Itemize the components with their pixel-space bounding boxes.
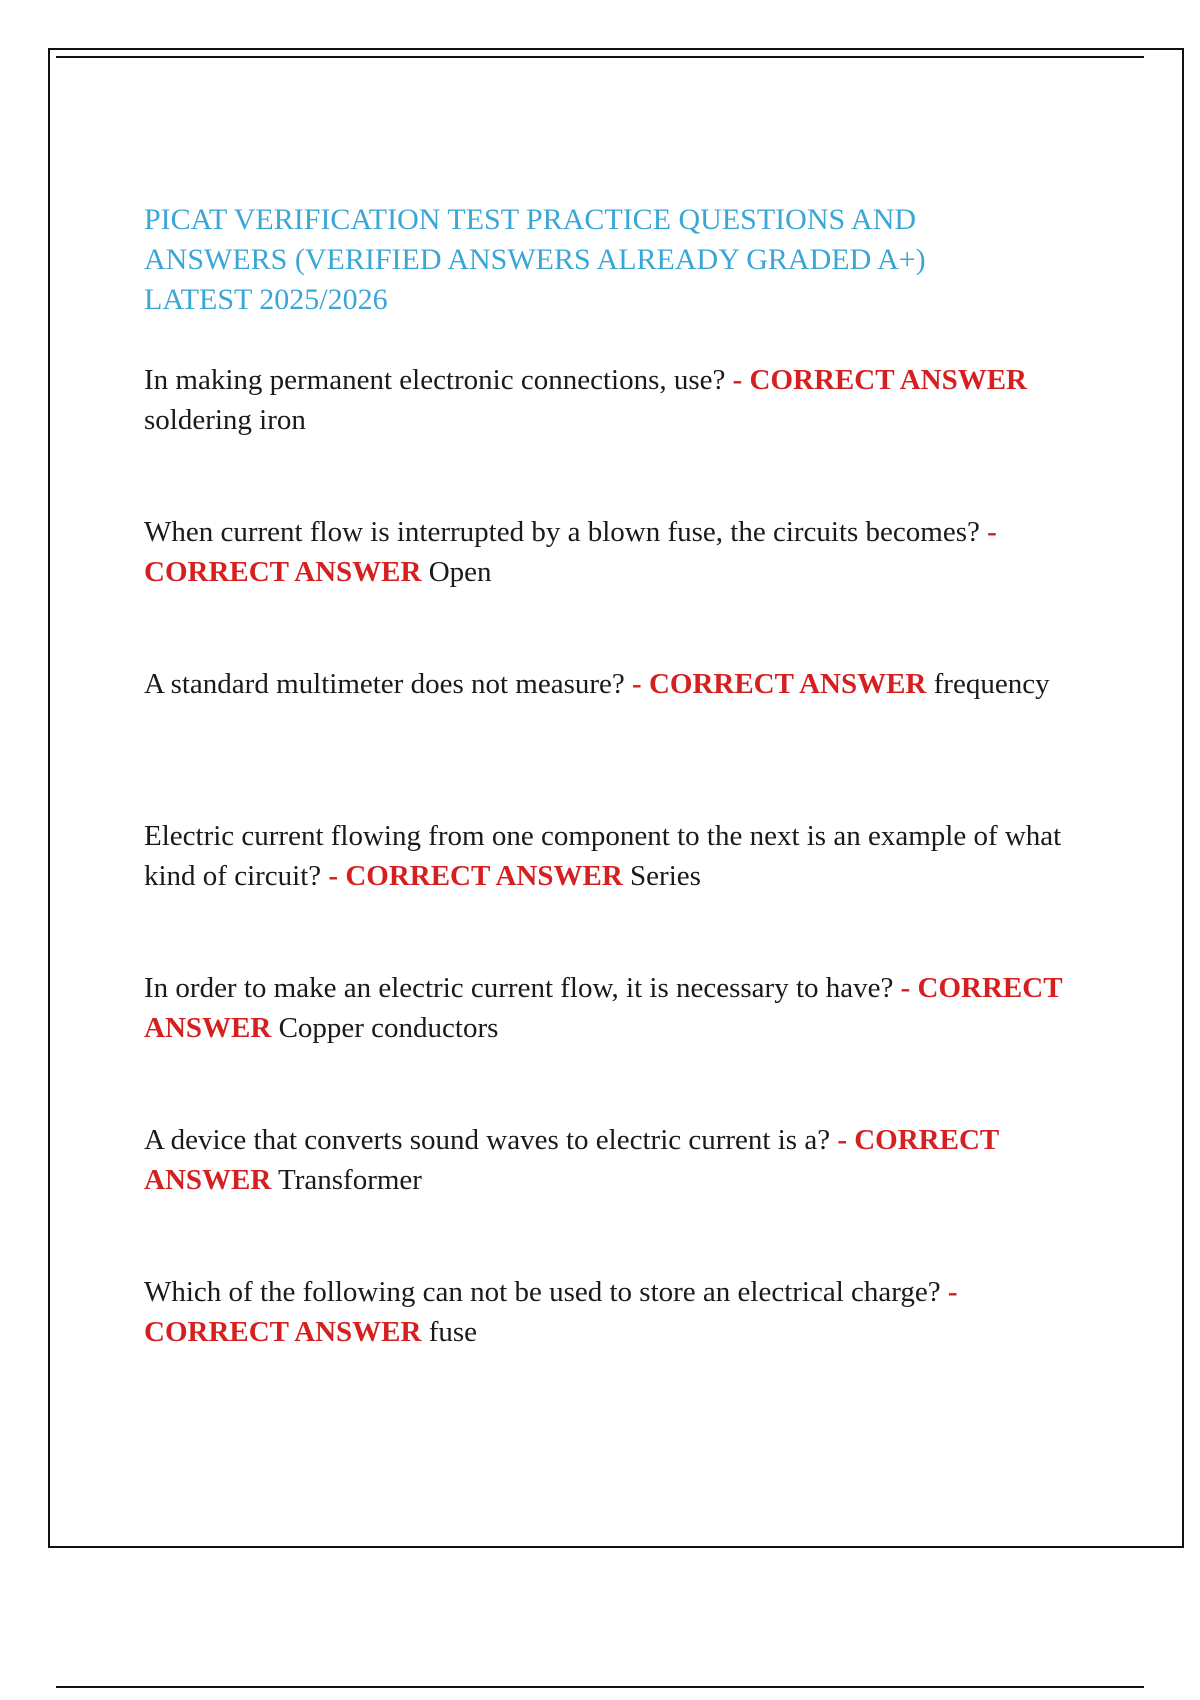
answer-text: Copper conductors [278,1012,499,1044]
correct-answer-label: - CORRECT ANSWER [732,364,1027,396]
qa-item [144,968,1084,1048]
answer-text: frequency [933,668,1050,700]
top-rule [56,56,1144,58]
question-text: A standard multimeter does not measure? [144,668,625,700]
qa-item [144,360,1084,440]
document-title: PICAT VERIFICATION TEST PRACTICE QUESTIONS AND ANSWERS (VERIFIED ANSWERS ALREADY GRADED A+) LATEST 2025/2026 [144,203,926,316]
bottom-rule [56,1686,1144,1688]
question-text: A device that converts sound waves to electric current is a? [144,1124,831,1156]
question-text: In making permanent electronic connections, use? [144,364,726,396]
answer-text: Open [428,556,492,588]
answer-text: Series [630,860,701,892]
qa-item [144,664,1084,744]
answer-text: fuse [428,1316,478,1348]
question-text: When current flow is interrupted by a blown fuse, the circuits becomes? [144,516,980,548]
qa-item [144,1272,1084,1352]
qa-item [144,1120,1084,1200]
qa-list [144,360,1084,1424]
answer-text: soldering iron [144,404,306,436]
correct-answer-label: - CORRECT ANSWER [144,1276,958,1348]
correct-answer-label: - CORRECT ANSWER [328,860,623,892]
qa-item [144,816,1084,896]
question-text: Which of the following can not be used to store an electrical charge? [144,1276,941,1308]
qa-item [144,512,1084,592]
correct-answer-label: - CORRECT ANSWER [144,1124,999,1196]
correct-answer-label: - CORRECT ANSWER [632,668,927,700]
question-text: In order to make an electric current flow, it is necessary to have? [144,972,894,1004]
question-text: Electric current flowing from one component to the next is an example of what kind of circuit? [144,820,1062,892]
page-frame [48,48,1184,1548]
correct-answer-label: - CORRECT ANSWER [144,516,997,588]
correct-answer-label: - CORRECT ANSWER [144,972,1063,1044]
answer-text: Transformer [278,1164,422,1196]
